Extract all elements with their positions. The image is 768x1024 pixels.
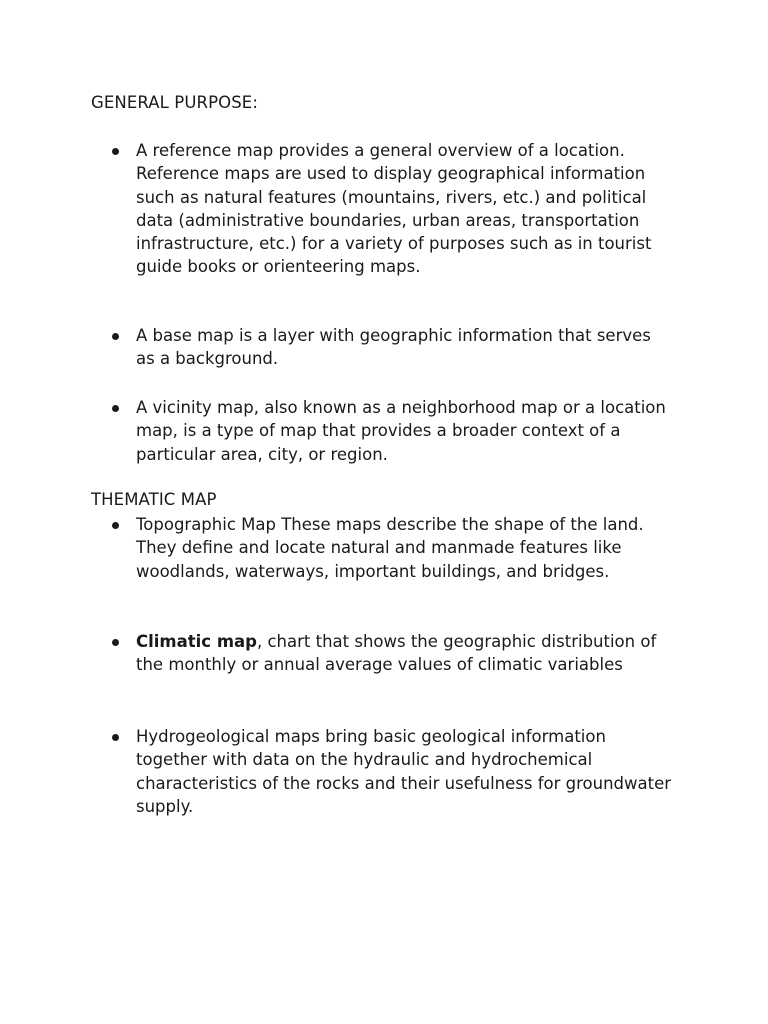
- list-item-text: A base map is a layer with geographic information that serves as a background.: [136, 326, 651, 369]
- bullet-icon: [112, 405, 119, 412]
- list-item-text: A vicinity map, also known as a neighborhood map or a location map, is a type of map that provides a broader context of a particular area, city, or region.: [136, 398, 666, 464]
- bullet-icon: [112, 639, 119, 646]
- list-item-text: Topographic Map These maps describe the shape of the land. They define and locate natural and manmade features like woodlands, waterways, important buildings, and bridges.: [136, 515, 644, 581]
- bullet-icon: [112, 333, 119, 340]
- bullet-icon: [112, 734, 119, 741]
- list-item-topographic-map: [112, 513, 672, 583]
- climatic-map-term: Climatic map: [136, 632, 257, 651]
- general-purpose-heading: GENERAL PURPOSE:: [91, 93, 258, 112]
- climatic-map-description: , chart that shows the geographic distribution of the monthly or annual average values of climatic variables: [136, 632, 657, 675]
- thematic-map-heading: THEMATIC MAP: [91, 490, 217, 509]
- list-item-text: A reference map provides a general overview of a location. Reference maps are used to display geographical information such as natural features (mountains, rivers, etc.) and political data (administrative boundaries, urban areas, transportation infrastructure, etc.) for a variety of purposes such as in tourist guide books or orienteering maps.: [136, 141, 652, 277]
- list-item-text: Hydrogeological maps bring basic geological information together with data on the hydraulic and hydrochemical characteristics of the rocks and their usefulness for groundwater supply.: [136, 727, 672, 816]
- list-item-climatic-map: [112, 630, 672, 677]
- list-item-hydrogeological-map: [112, 725, 672, 818]
- list-item-reference-map: [112, 139, 672, 279]
- bullet-icon: [112, 522, 119, 529]
- list-item-vicinity-map: [112, 396, 672, 466]
- list-item-base-map: [112, 324, 672, 371]
- list-item-text: [136, 630, 672, 677]
- bullet-icon: [112, 148, 119, 155]
